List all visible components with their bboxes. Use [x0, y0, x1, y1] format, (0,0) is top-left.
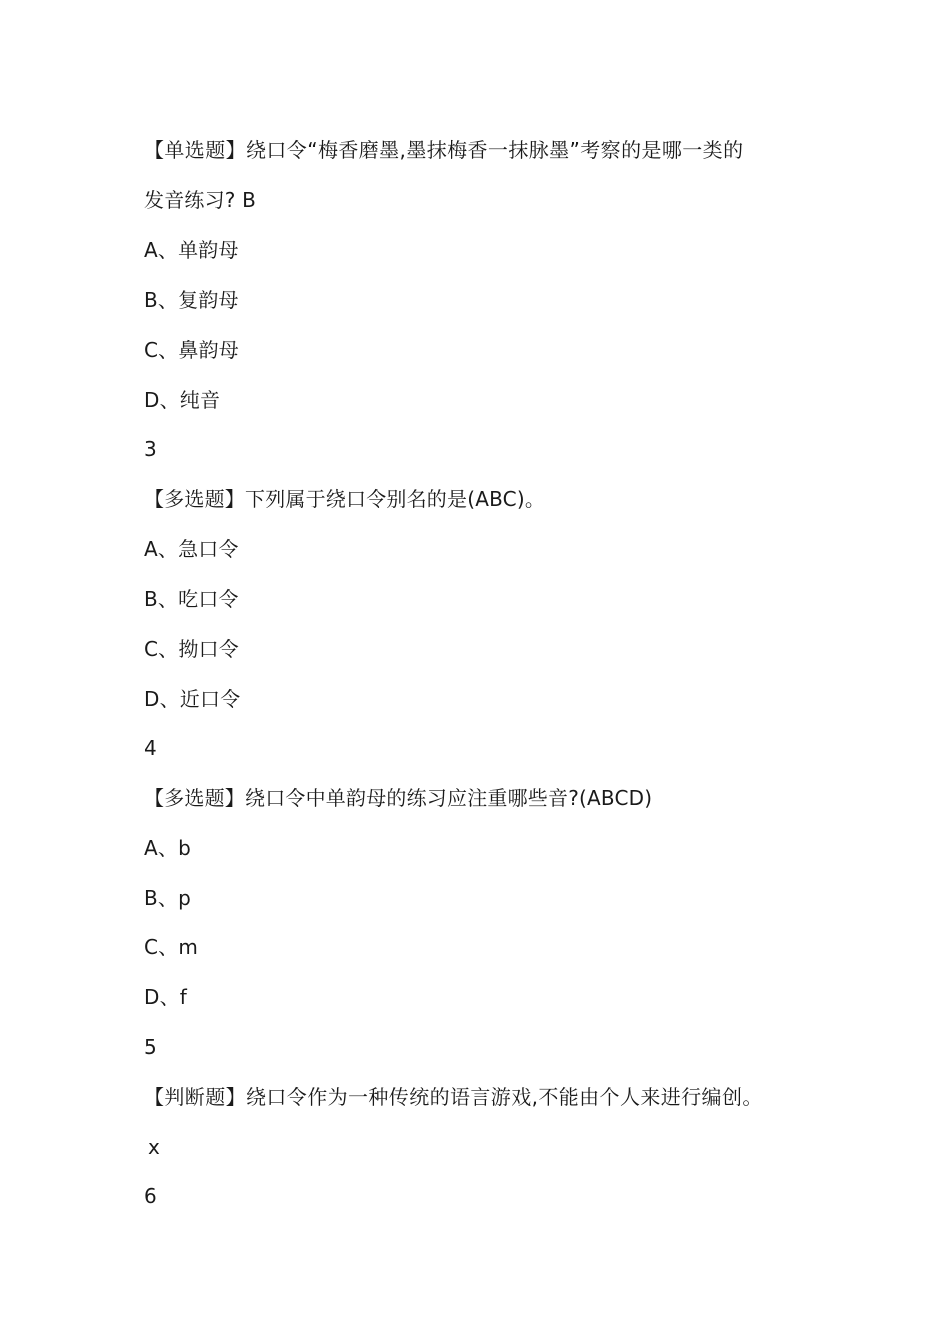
option-d: D、纯音: [144, 388, 221, 412]
option-b: B、复韵母: [144, 288, 239, 312]
answer-text: x: [148, 1135, 161, 1159]
question-stem: 【多选题】绕口令中单韵母的练习应注重哪些音?(ABCD): [144, 786, 653, 810]
question-number: 4: [144, 736, 157, 760]
option-b: B、p: [144, 886, 192, 910]
option-d: D、近口令: [144, 687, 241, 711]
option-a: A、急口令: [144, 537, 239, 561]
question-number: 5: [144, 1035, 157, 1059]
question-stem: 【判断题】绕口令作为一种传统的语言游戏,不能由个人来进行编创。: [144, 1085, 763, 1109]
option-d: D、f: [144, 985, 188, 1009]
question-stem-line1: 【单选题】绕口令“梅香磨墨,墨抹梅香一抹脉墨”考察的是哪一类的: [144, 138, 744, 162]
question-stem: 【多选题】下列属于绕口令别名的是(ABC)。: [144, 487, 546, 511]
option-b: B、吃口令: [144, 587, 239, 611]
question-number: 6: [144, 1184, 157, 1208]
option-c: C、鼻韵母: [144, 338, 239, 362]
option-a: A、单韵母: [144, 238, 239, 262]
question-stem-line2: 发音练习? B: [144, 188, 257, 212]
option-c: C、拗口令: [144, 637, 239, 661]
question-number: 3: [144, 437, 157, 461]
option-c: C、m: [144, 935, 199, 959]
option-a: A、b: [144, 836, 191, 860]
